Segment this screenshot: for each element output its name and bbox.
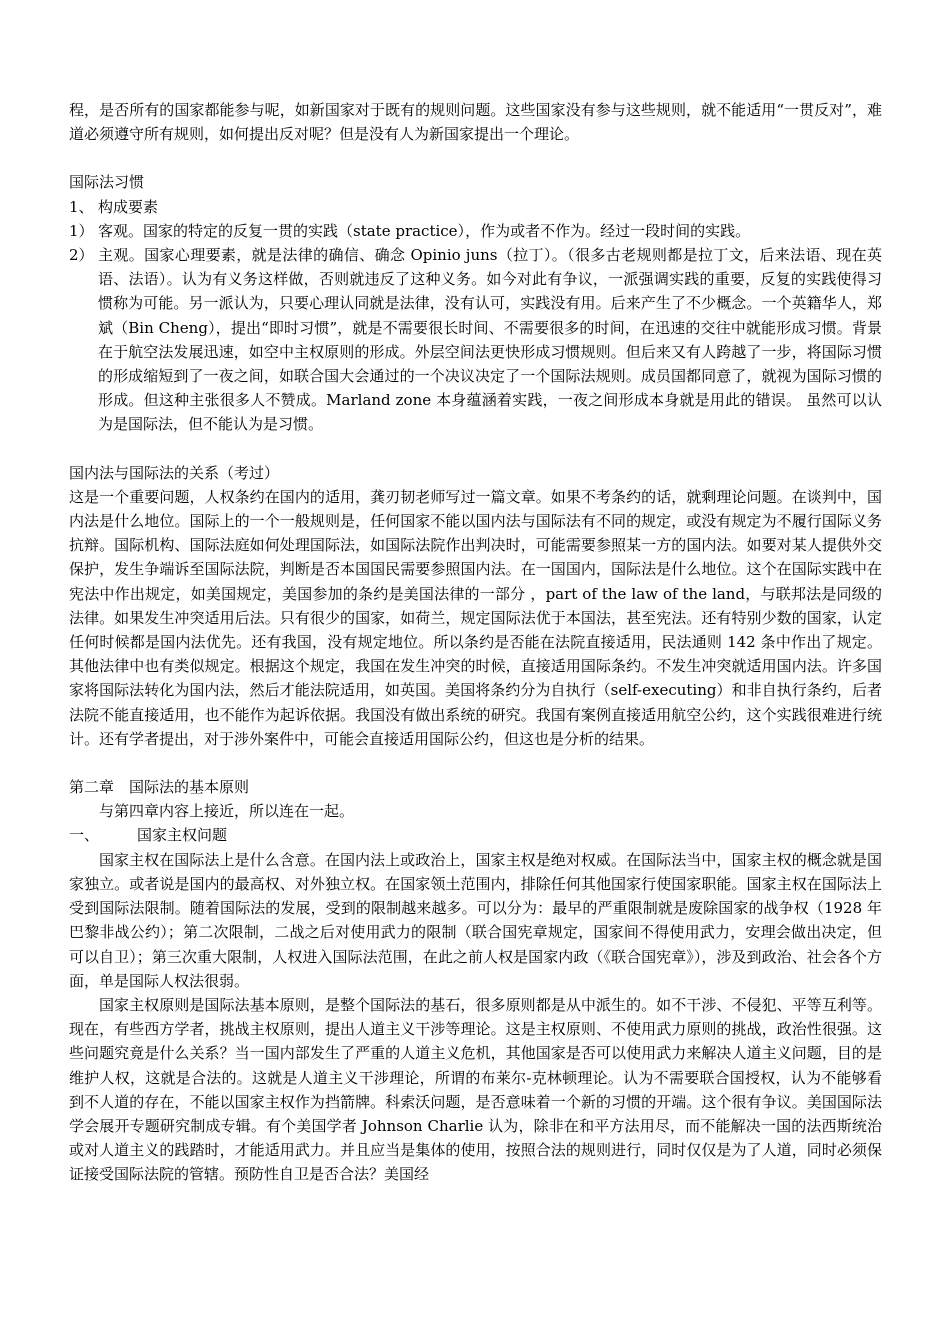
relation-paragraph: 这是一个重要问题，人权条约在国内的适用，龚刃韧老师写过一篇文章。如果不考条约的话，就剩理论问题。在谈判中，国内法是什么地位。国际上的一个一般规则是，任何国家不能以国内法与国际法有不同的规定，或没有规定为不履行国际义务抗辩。国际机构、国际法庭如何处理国际法，如国际法院作出判决时，可能需要参照某一方的国内法。如要对某人提供外交保护，发生争端诉至国际法院，判断是否本国国民需要参照国内法。在一国国内，国际法是什么地位。这个在国际实践中在宪法中作出规定，如美国规定，美国参加的条约是美国法律的一部分 ，part of the law of the land，与联邦法是同级的法律。如果发生冲突适用后法。只有很少的国家，如荷兰，规定国际法优于本国法，甚至宪法。还有特别少数的国家，认定任何时候都是国内法优先。还有我国，没有规定地位。所以条约是否能在法院直接适用，民法通则 142 条中作出了规定。其他法律中也有类似规定。根据这个规定，我国在发生冲突的时候，直接适用国际条约。不发生冲突就适用国内法。许多国家将国际法转化为国内法，然后才能法院适用，如英国。美国将条约分为自执行（self-executing）和非自执行条约，后者法院不能直接适用，也不能作为起诉依据。我国没有做出系统的研究。我国有案例直接适用航空公约，这个实践很难进行统计。还有学者提出，对于涉外案件中，可能会直接适用国际公约，但这也是分析的结果。 xyxy=(69,487,882,748)
heading-number: 一、 xyxy=(69,826,100,845)
list-text: 主观。国家心理要素，就是法律的确信、确念 Opinio juns（拉丁）。（很多古老规则都是拉丁文，后来法语、现在英语、法语）。认为有义务这样做，否则就违反了这种义务。如今对此有争议，一派强调实践的重要，反复的实践使得习惯称为可能。另一派认为，只要心理认同就是法律，没有认可，实践没有用。后来产生了不少概念。一个英籍华人，郑斌（Bin Cheng），提出“即时习惯”，就是不需要很长时间、不需要很多的时间，在迅速的交往中就能形成习惯。背景在于航空法发展迅速，如空中主权原则的形成。外层空间法更快形成习惯规则。但后来又有人跨越了一步，将国际习惯的形成缩短到了一夜之间，如联合国大会通过的一个决议决定了一个国际法规则。成员国都同意了，就视为国际习惯的形成。但这种主张很多人不赞成。Marland zone 本身蕴涵着实践，一夜之间形成本身就是用此的错误。 虽然可以认为是国际法，但不能认为是习惯。 xyxy=(98,246,882,434)
blank-line xyxy=(69,146,882,170)
list-item-objective xyxy=(69,219,882,243)
document-page xyxy=(69,98,882,1187)
list-item-elements xyxy=(69,195,882,219)
blank-line xyxy=(69,751,882,775)
list-item-subjective xyxy=(69,243,882,437)
list-text: 客观。国家的特定的反复一贯的实践（state practice），作为或者不作为。经过一段时间的实践。 xyxy=(98,221,751,240)
list-number: 1、 xyxy=(69,197,94,216)
intro-paragraph: 程，是否所有的国家都能参与呢，如新国家对于既有的规则问题。这些国家没有参与这些规则，就不能适用“一贯反对”，难道必须遵守所有规则，如何提出反对呢？但是没有人为新国家提出一个理论。 xyxy=(69,101,882,144)
subsection-heading-sovereignty xyxy=(69,823,882,847)
section-heading-custom: 国际法习惯 xyxy=(69,173,145,192)
list-text: 构成要素 xyxy=(98,197,159,216)
section-heading-relation: 国内法与国际法的关系（考过） xyxy=(69,463,280,482)
heading-title: 国家主权问题 xyxy=(137,826,228,845)
sovereignty-paragraph-1: 国家主权在国际法上是什么含意。在国内法上或政治上，国家主权是绝对权威。在国际法当中，国家主权的概念就是国家独立。或者说是国内的最高权、对外独立权。在国家领土范围内，排除任何其他国家行使国家职能。国家主权在国际法上受到国际法限制。随着国际法的发展，受到的限制越来越多。可以分为：最早的严重限制就是废除国家的战争权（1928 年巴黎非战公约）；第二次限制，二战之后对使用武力的限制（联合国宪章规定，国家间不得使用武力，安理会做出决定，但可以自卫）；第三次重大限制，人权进入国际法范围，在此之前人权是国家内政（《联合国宪章》），涉及到政治、社会各个方面，单是国际人权法很弱。 xyxy=(69,850,882,990)
chapter-note: 与第四章内容上接近，所以连在一起。 xyxy=(99,802,355,821)
list-number: 1） xyxy=(69,221,94,240)
sovereignty-paragraph-2: 国家主权原则是国际法基本原则，是整个国际法的基石，很多原则都是从中派生的。如不干涉、不侵犯、平等互利等。现在，有些西方学者，挑战主权原则，提出人道主义干涉等理论。这是主权原则、不使用武力原则的挑战，政治性很强。这些问题究竟是什么关系？当一国内部发生了严重的人道主义危机，其他国家是否可以使用武力来解决人道主义问题，目的是维护人权，这就是合法的。这就是人道主义干涉理论，所谓的布莱尔-克林顿理论。认为不需要联合国授权，认为不能够看到不人道的存在，不能以国家主权作为挡箭牌。科索沃问题，是否意味着一个新的习惯的开端。这个很有争议。美国国际法学会展开专题研究制成专辑。有个美国学者 Johnson Charlie 认为，除非在和平方法用尽，而不能解决一国的法西斯统治或对人道主义的践踏时，才能适用武力。并且应当是集体的使用，按照合法的规则进行，同时仅仅是为了人道，同时必须保证接受国际法院的管辖。预防性自卫是否合法？美国经 xyxy=(69,995,882,1184)
list-number: 2） xyxy=(69,246,94,265)
blank-line xyxy=(69,437,882,461)
chapter-heading: 第二章 国际法的基本原则 xyxy=(69,778,250,797)
